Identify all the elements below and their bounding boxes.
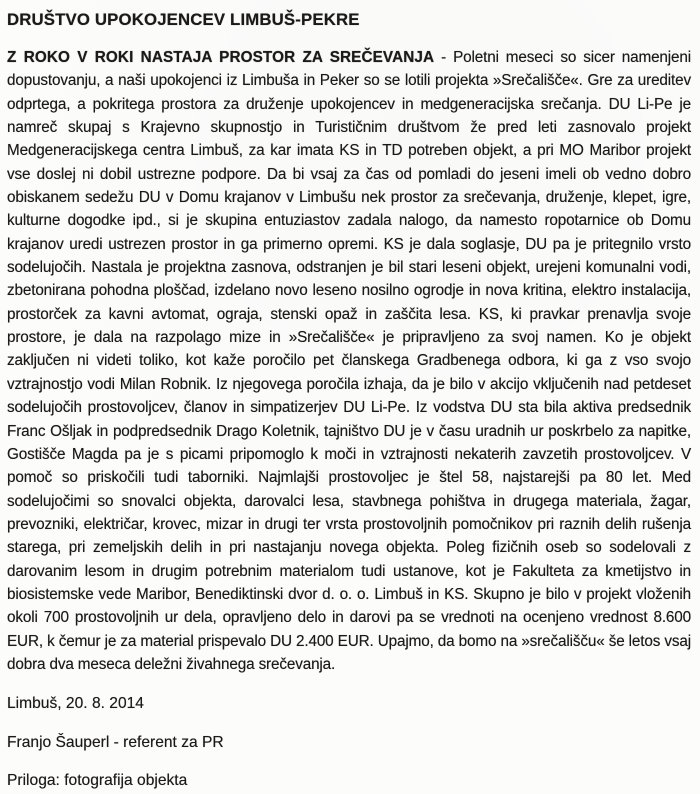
document-title: DRUŠTVO UPOKOJENCEV LIMBUŠ-PEKRE — [7, 10, 360, 29]
dateline: Limbuš, 20. 8. 2014 — [7, 695, 144, 713]
article-body-text: - Poletni meseci so sicer namenjeni dopustovanju, a naši upokojenci iz Limbuša in Peker so se lotili projekta »Srečališče«. Gre za ureditev odprtega, a pokritega prostora za druženje upokojencev in medgeneracijska srečanja. DU Li-Pe je namreč skupaj s Krajevno skupnostjo in Turističnim društvom že pred leti zasnovalo projekt Medgeneracijskega centra Limbuš, za kar imata KS in TD potreben objekt, a pri MO Maribor projekt vse doslej ni dobil ustrezne podpore. Da bi vsaj za čas od pomladi do jeseni imeli ob vedno dobro obiskanem sedežu DU v Domu krajanov v Limbušu nek prostor za srečevanja, druženje, klepet, igre, kulturne dogodke ipd., si je skupina entuziastov zadala nalogo, da namesto ropotarnice ob Domu krajanov uredi ustrezen prostor in ga primerno opremi. KS je dala soglasje, DU pa je pritegnilo vrsto sodelujočih. Nastala je projektna zasnova, odstranjen je bil stari leseni objekt, urejeni komunalni vodi, zbetonirana pohodna ploščad, izdelano novo leseno nosilno ogrodje in nova kritina, elektro instalacija, prostorček za kavni avtomat, ograja, stenski opaž in zaščita lesa. KS, ki pravkar prenavlja svoje prostore, je dala na razpolago mize in »Srečališče« je pripravljeno za svoj namen. Ko je objekt zaključen ni videti toliko, kot kaže poročilo pet članskega Gradbenega odbora, ki ga z vso svojo vztrajnostjo vodi Milan Robnik. Iz njegovega poročila izhaja, da je bilo v akcijo vključenih nad petdeset sodelujočih prostovoljcev, članov in simpatizerjev DU Li-Pe. Iz vodstva DU sta bila aktiva predsednik Franc Ošljak in podpredsednik Drago Koletnik, tajništvo DU je v času uradnih ur poskrbelo za napitke, Gostišče Magda pa je s picami pripomoglo k moči in vztrajnosti nekaterih zavzetih prostovoljcev. V pomoč so priskočili tudi taborniki. Najmlajši prostovoljec je štel 58, najstarejši pa 80 let. Med sodelujočimi so snovalci objekta, darovalci lesa, stavbnega pohištva in drugega materiala, žagar, prevozniki, električar, krovec, mizar in drugi ter vrsta prostovoljnih pomočnikov pri raznih delih rušenja starega, pri zemeljskih delih in pri nastajanju novega objekta. Poleg fizičnih oseb so sodelovali z darovanim lesom in drugim potrebnim materialom tudi ustanove, kot je Fakulteta za kmetijstvo in biosistemske vede Maribor, Benediktinski dvor d. o. o. Limbuš in KS. Skupno je bilo v projekt vloženih okoli 700 prostovoljnih ur dela, opravljeno delo in darovi pa se vrednoti na ocenjeno vrednost 8.600 EUR, k čemur je za material prispevalo DU 2.400 EUR. Upajmo, da bomo na »srečališču« še letos vsaj dobra dva meseca deležni živahnega srečevanja. — [7, 49, 691, 673]
article-paragraph — [7, 46, 691, 676]
article-lead-bold: Z ROKO V ROKI NASTAJA PROSTOR ZA SREČEVANJA — [7, 49, 435, 66]
attachment-note: Priloga: fotografija objekta — [7, 771, 188, 789]
signature-line: Franjo Šauperl - referent za PR — [7, 733, 224, 751]
